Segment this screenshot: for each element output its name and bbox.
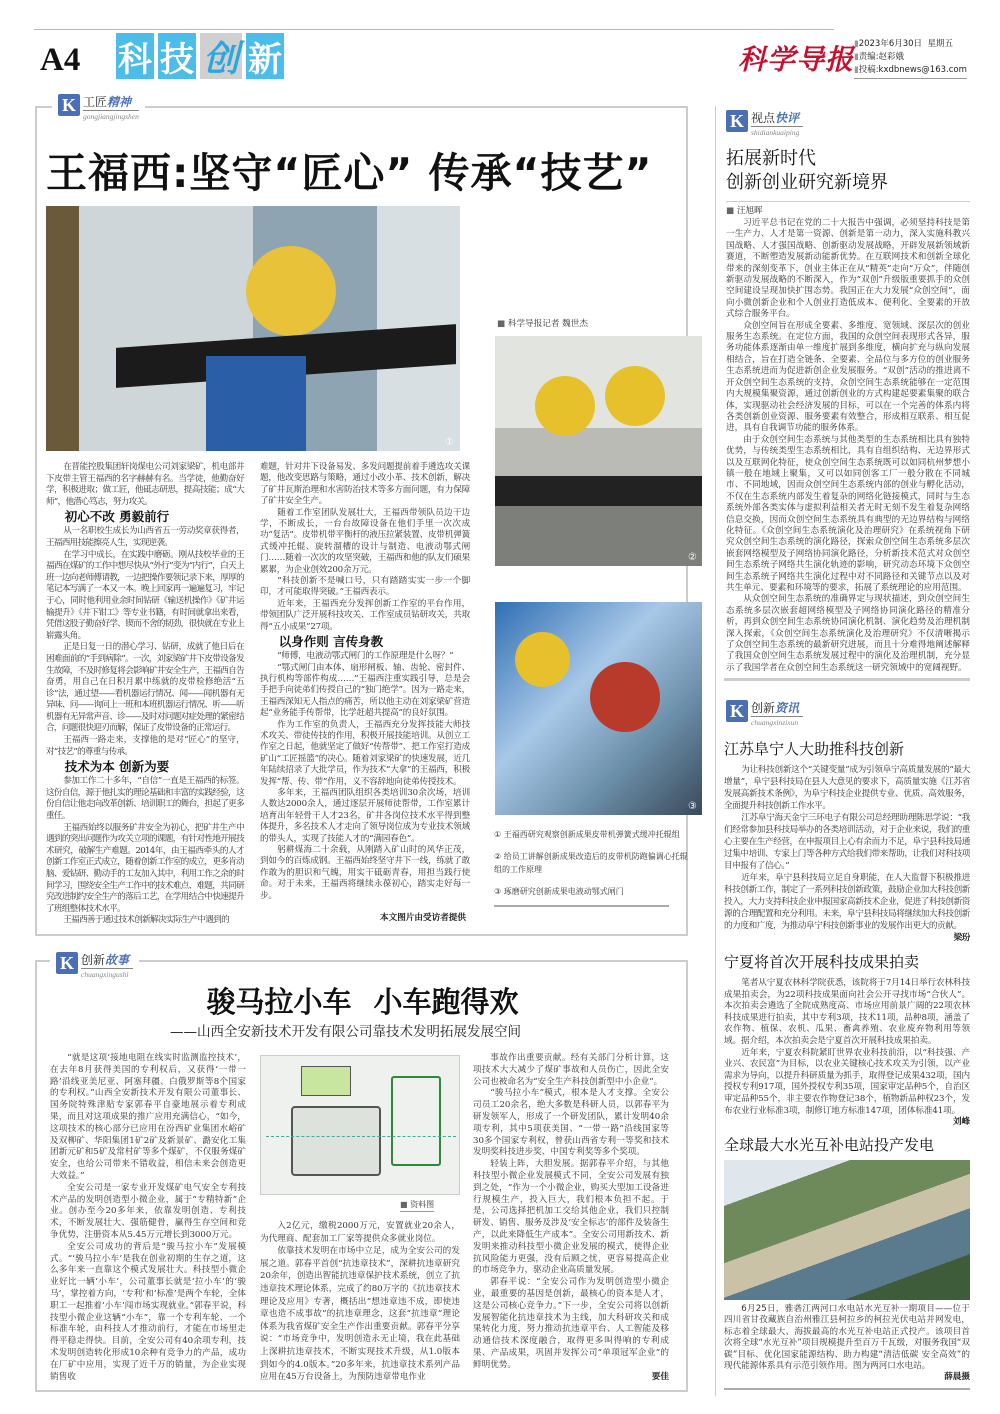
column-accent: 精神	[107, 95, 132, 109]
contribute-email[interactable]: 投稿:kxdbnews@163.com	[858, 65, 967, 75]
news-body	[724, 764, 970, 944]
paragraph: 为让科技创新这个“关键变量”成为引领阜宁高质量发展的“最大增量”，阜宁县科技局在县人大意见的要求下，高质量实施《江苏省发展高新技术条例》，为阜宁科技企业提供专业、优质、高效服务，全面提升科技创新工作水平。	[724, 765, 970, 811]
author: 刘峰	[953, 1117, 970, 1128]
paragraph: 江苏阜宁海天金宁三环电子有限公司总经理助理陈思学说：“我们经常参加县科技局举办的各类培训活动，对于企业来说，我们的重心主要在生产经营，在申报项目上心有余而力不足，阜宁县科技局通过集中培训、专家上门等各种方式给我们带来帮助，让我们对科技项目申报有了信心。”	[724, 813, 970, 871]
section-char: 新	[246, 33, 284, 79]
photo-3	[495, 602, 702, 815]
paragraph: 入2亿元，缴税2000万元，安置就业20余人，为代理商、配套加工厂家等提供众多就业岗位。	[260, 1221, 460, 1244]
k-logo-icon: K	[56, 952, 78, 974]
caption-text: 6月25日，雅砻江两河口水电站水光互补一期项目——位于四川省甘孜藏族自治州雅江县柯拉乡的柯拉光伏电站并网发电，标志着全球最大、海拔最高的水光互补电站正式投产。该项目首次将全球“水光互补”项目规模提升至百万千瓦级，对服务我国“双碳”目标、优化国家能源结构、助力构建“清洁低碳 安全高效”的现代能源体系具有示范引领作用。图为两河口水电站。	[724, 1304, 970, 1372]
paragraph: 众创空间旨在形成全要素、多维度、宽领域、深层次的创业服务生态系统。在定位方面，我国的众创空间表现形式各异，服务功能体系逐渐由单一维度扩展到多维度，横向扩充与纵向发展相结合，旨在打造全链条、全要素、全品位与多方位的创业服务生态系统进而为促进新创企业发展服务。“双创”活动的推进离不开众创空间生态系统的支持，众创空间生态系统能够在一定范围内大规模集聚资源，通过创新创业的方式构建起要素集聚的联合体，实现驱动社会经济发展的目标，可以在一个完善的体系内将各类创新创业资源、服务要素有效整合，形成相互联系、相互促进，具有自我调节功能的服务体系。	[726, 320, 970, 434]
story-col1	[50, 1053, 246, 1383]
news-title: 江苏阜宁人大助推科技创新	[724, 740, 905, 758]
column-pinyin: gongjiangjingshen	[83, 112, 139, 121]
image-credit: ■ 资料图	[400, 1198, 434, 1212]
masthead-logo: 科学导报	[738, 43, 855, 76]
byline: ■ 科学导报记者 魏世杰	[497, 319, 588, 329]
issue-date: 2023年6月30日	[858, 39, 923, 49]
author: 要佳	[651, 1371, 669, 1382]
k-logo-icon: K	[726, 110, 748, 132]
paragraph: 随着工作室团队发展壮大，王福西带领队员边干边学，不断成长，一台台故障设备在他们手里一次次成功“复活”。皮带机带平衡杆的液压拉紧装置、皮带机弹簧式缓冲托辊、旋转溜槽的设计与制造、电液动鄂式闸门……随着一次次的攻坚突破，王福西和他的队友们硕果累累，为企业创效200余万元。	[260, 507, 470, 575]
subheading: 初心不改 勇毅前行	[64, 509, 170, 525]
caption: ① 王福西研究观察创新成果皮带机弹簧式缓冲托辊组	[494, 830, 680, 839]
header-info: ▮2023年6月30日 星期五 ▮责编:赵彩娥 ▮投稿:kxdbnews@163.com	[854, 38, 967, 79]
paragraph: “师傅，电液动鄂式闸门的工作原理是什么呀？”	[277, 651, 454, 662]
hydropower-caption	[724, 1304, 970, 1384]
paragraph: “鄂式闸门由本体、扇形闸板、轴、齿轮、密封件、执行机构等部件构成……”王福西注重实践引导，总是会手把手向徒弟们传授自己的“独门绝学”。因为一路走来，王福西深知无人指点的痛苦，所以他主动在刘家梁矿营造起“业务能手传帮带，比学赶超共提高”的良好氛围。	[260, 662, 470, 719]
paragraph: 习近平总书记在党的二十大报告中强调，必须坚持科技是第一生产力、人才是第一资源、创新是第一动力，深入实施科教兴国战略、人才强国战略、创新驱动发展战略，开辟发展新领域新赛道，不断塑造发展新动能新优势。在互联网技术和创新全球化带来的深刻变革下，创业主体正在从“精英”走向“万众”，伴随创新驱动发展战略的不断深入，作为“双创”升级版重要抓手的众创空间建设呈现加快扩围态势。我国正在大力发展“众创空间”，面向小微创新企业和个人创业打造低成本、便利化、全要素的开放式综合服务平台。	[726, 218, 970, 320]
paragraph: 从一名职校生成长为山西省五一劳动奖章获得者，王福西用技能擦亮人生，实现逆袭。	[46, 526, 244, 548]
paragraph: 难题，针对井下设备易发、多发问题提前着手遴选攻关课题，他改变思路与策略，通过小改小革、技术创新，解决了矿井瓦斯治理和水害防治技术等多方面问题，有力保障了矿井安全生产。	[260, 462, 470, 507]
photo-number: ①	[445, 437, 454, 448]
subheading: 以身作则 言传身教	[278, 634, 384, 650]
column-pinyin: chuangxinzixun	[751, 718, 799, 727]
column-label: 视点	[751, 111, 776, 125]
paragraph: 作为工作室的负责人，王福西充分发挥技能大师技术攻关、带徒传技的作用，积极开展技能培训。从创立工作室之日起，他就坚定了做好“传帮带”、把工作室打造成矿山“工匠摇篮”的决心。随着刘家梁矿的快速发展，近几年陆续招录了大批学员，作为技术“大拿”的王福西，积极发挥“帮、传、带”作用，义不容辞地向徒弟传授技术。	[260, 719, 470, 787]
author: 梁玢	[953, 933, 970, 943]
story-col2	[260, 1220, 460, 1384]
column-divider	[715, 106, 716, 1396]
column-badge-gushi	[50, 952, 139, 979]
paragraph: 由于众创空间生态系统与其他类型的生态系统相比具有独特优势，与传统类型生态系统相比，具有自组织结构、无边界形式以及互联网化特征，使众创空间生态系统既可以如同杭州梦想小镇一般在地域上聚集，又可以如同创客工厂一般分散在不同城市、不同地域，因而众创空间生态系统内部的创业与孵化活动，不仅在生态系统内部发生着复杂的网络化链接模式，同时与生态系统外部各类实体与虚拟利益相关者无时无刻不发生着复杂网络信息交换，因而众创空间生态系统具有典型的无边界结构与网络化特征。《众创空间生态系统演化及治理研究》在系统视角下研究众创空间生态系统的演化路径，探索众创空间生态系统多层次嵌套网络模型及子网络协同演化路径，分析新技术范式对众创空间生态系统子网络共生演化轨迹的影响，研究动态环境下众创空间生态系统子网络共生演化过程中对不同路径和关键节点以及对共生单元、要素和环境等的要求，拓展了系统理论的应用范围。	[726, 434, 970, 593]
paragraph: “科技创新不是喊口号，只有踏踏实实一步一个脚印，才可能取得突破。”王福西表示。	[260, 576, 470, 598]
divider	[724, 678, 970, 681]
issue-weekday: 星期五	[927, 39, 953, 49]
opinion-author: ■ 汪旭晖	[726, 201, 970, 216]
column-accent: 资讯	[775, 701, 800, 715]
paragraph: 近年来，阜宁县科技局立足自身职能，在人大监督下积极推进科技创新工作，制定了一系列科技创新政策，鼓励企业加大科技创新投入，大力支持科技企业申报国家高新技术企业，促进了科技创新资源的合理配置和充分利用。未来，阜宁县科技局将继续加大科技创新的力度和广度，为推动阜宁科技创新事业的发展作出更大的贡献。	[724, 873, 970, 931]
k-logo-icon: K	[58, 94, 80, 116]
paragraph: 笔者从宁夏农林科学院获悉，该院将于7月14日举行农林科技成果拍卖会，为22项科技成果面向社会公开寻找市场“合伙人”。本次拍卖会遴选了全院成熟度高、市场应用前景广阔的22项农林科技成果进行拍卖，其中专利3项，技术11项，品种8项，涵盖了农作物、植保、农机、瓜果、畜禽养殖、农业废弃物利用等领域。据介绍，本次拍卖会是宁夏首次开展科技成果拍卖。	[724, 978, 970, 1046]
photo-captions	[494, 828, 694, 907]
top-rule	[34, 29, 834, 30]
paragraph: 王福西一路走来，支撑他的是对“匠心”的坚守，对“技艺”的尊重与传承。	[46, 735, 244, 757]
hydropower-photo	[724, 1160, 970, 1300]
editor: 责编:赵彩娥	[858, 52, 905, 62]
news-body	[724, 978, 970, 1129]
paragraph: 王福西善于通过技术创新解决实际生产中遇到的	[63, 915, 229, 926]
story-title: 骏马拉小车 小车跑得欢	[206, 985, 519, 1019]
photo-credit: 本文图片由受访者提供	[380, 913, 466, 923]
news-title: 全球最大水光互补电站投产发电	[724, 1136, 935, 1154]
title-line: 创新创业研究新境界	[726, 172, 888, 193]
opinion-title	[726, 147, 888, 195]
column-badge-shidian	[726, 110, 803, 137]
photo-number: ③	[688, 801, 697, 812]
column-accent: 快评	[775, 111, 800, 125]
photo-2	[495, 336, 702, 566]
news-title: 宁夏将首次开展科技成果拍卖	[724, 953, 920, 971]
story-subtitle: ——山西全安新技术开发有限公司靠技术发明拓展发展空间	[170, 1024, 521, 1040]
main-article-col1	[46, 462, 244, 927]
column-badge-gongjiang	[52, 94, 145, 121]
paragraph: 全安公司是一家专业开发煤矿电气安全专利技术产品的发明创造型小微企业，属于“专精特新”企业。创办至今20多年来，依靠发明创造、专利技术，不断发展壮大、强筋健骨，赢得生存空间和竞争优势，注册资本从5.45万元增长到3000万元。	[50, 1182, 246, 1240]
page-number: A4	[40, 42, 81, 78]
paragraph: 轻装上阵，大胆发展。据郭春平介绍，与其他科技型小微企业发展模式不同，全安公司发展有独到之处，“作为一个小微企业，购买大型加工设备进行规模生产，投入巨大，我们根本负担不起。于是，公司选择把机加工交给其他企业，我们只控制研发、销售、服务及涉及‘安全标志’的部件及装备生产，以此来降低生产成本”。全安公司用新技术、新发明来推动科技型小微企业发展的模式，使得企业抗风险能力更强，没有后顾之忧，更容易提高企业的市场竞争力，驱动企业高质量发展。	[473, 1159, 669, 1276]
section-char: 技	[158, 33, 196, 79]
paragraph: 在晋能控股集团轩岗煤电公司刘家梁矿，机电部井下皮带主管王福西的名字赫赫有名。当学徒，他勤奋好学，积极进取；做工匠，他砥志研思，提高技能；成“大师”，他潜心笃志，努力攻关。	[46, 462, 244, 507]
paragraph: 事故作出重要贡献。经有关部门分析计算，这项技术大大减少了煤矿事故和人员伤亡，因此全安公司也被命名为“安全生产科技创新型中小企业”。	[473, 1053, 669, 1087]
column-label: 工匠	[83, 95, 108, 109]
story-col3	[473, 1053, 669, 1383]
author: 汪旭晖	[736, 206, 763, 216]
subheading: 技术为本 创新为要	[64, 759, 170, 775]
photo-number: ②	[688, 552, 697, 563]
paragraph: “就是这项‘接地电阻在线实时监测监控技术’，在去年8月获得美国的专利权后，又获得‘一带一路’沿线亚美尼亚、阿塞拜疆、白俄罗斯等8个国家的专利权。”山西全安新技术开发有限公司董事长、国务院特殊津贴专家郭春平自豪地展示着专利成果，而且对这项成果的推广应用充满信心，“如今，这项技术的核心部分已应用在汾西矿业集团水峪矿及双柳矿、华阳集团1矿2矿及新景矿、潞安化工集团新元矿和5矿及常村矿等多个煤矿，不仅服务煤矿安全，也给公司带来不错收益，相信未来会创造更大效益。”	[50, 1053, 246, 1181]
column-pinyin: shidiankuaiping	[751, 128, 800, 137]
caption: ② 给员工讲解创新成果改造后的皮带机防跑偏调心托辊组的工作原理	[494, 852, 688, 874]
paragraph: 躬耕煤海二十余载，从刚踏入矿山时的风华正茂，到如今的百炼成钢。王福西始终坚守井下一线，练就了敢作敢为的胆识和气魄，用实干砥砺青春，用担当践行使命。对于未来，王福西将继续永葆初心，踏实走好每一步。	[260, 845, 470, 901]
paragraph: 王福西始终以服务矿井安全为初心，把矿井生产中遇到的突出问题作为攻关立项的课题，有针对性地开展技术研究，破解生产难题。2014年，由王福西牵头的人才创新工作室正式成立，随着创新工作室的成立，更多肯动脑、爱钻研、勤动手的工友加入其中，利用工作之余的时间学习，围绕安全生产工作中的技术难点、难题，共同研究改进制约安全生产的落后工艺，在学用结合中快速提升了班组整体技术水平。	[46, 822, 244, 914]
column-badge-zixun	[726, 700, 803, 727]
author: 薛晨摄	[944, 1372, 970, 1383]
paragraph: 多年来，王福西团队组织各类培训30余次场，培训人数达2000余人，通过逐层开展师徒帮带，工作室累计培育出年轻骨干人才23名，矿井各岗位技术水平得到整体提升，多名技术人才走向了领导岗位成为专业技术领域的带头人，实现了技能人才的“满园春色”。	[260, 787, 470, 844]
section-char: 创	[200, 33, 242, 79]
paragraph: 从众创空间生态系统的准确界定与现状描述，到众创空间生态系统多层次嵌套超网络模型及子网络协同演化路径的精准分析，再到众创空间生态系统协同演化机制、演化趋势及治理机制深入探索，《众创空间生态系统演化及治理研究》不仅清晰揭示了众创空间生态系统的最新研究进展，而且十分难得地阐述解释了我国众创空间生态系统发展过程中的演化及治理机制，充分显示了我国学者在众创空间生态系统这一研究领域中的宽阔视野。	[726, 594, 970, 673]
main-article-title: 王福西:坚守“匠心” 传承“技艺”	[46, 149, 653, 197]
k-logo-icon: K	[726, 700, 748, 722]
column-label: 创新	[751, 701, 776, 715]
paragraph: “骏马拉小车”模式，根本是人才支撑。全安公司员工20余名，绝大多数是科研人员，以郭春平为研发领军人，形成了一个研发团队，累计发明40余项专利，其中5项获美国、“一带一路”沿线国家等30多个国家专利权，曾获山西省专利一等奖和技术发明奖科技进步奖、中国专利奖等多个奖项。	[473, 1088, 669, 1158]
section-title	[116, 33, 284, 79]
image-credit-text: 资料图	[410, 1200, 435, 1209]
section-char: 科	[116, 33, 154, 79]
paragraph: 依靠技术发明在市场中立足，成为全安公司的发展之道。郭春平首创“抗违章技术”，深耕抗违章研究20余年，创造出智能抗违章保护技术系统，创立了抗违章技术理论体系，完成了约80万字的《抗违章技术理论及应用》专著，概括出“想违章违不成，即使违章也造不成事故”的抗违章理念，这套“抗违章”理论体系为我省煤矿安全生产作出重要贡献。郭春平分享说：“市场竞争中，发明创造永无止境，我在此基础上深耕抗违章技术，不断实现技术升级，从1.0版本到如今的4.0版本。”20多年来，抗违章技术系列产品应用在45万台设备上，为预防违章带电作业	[260, 1246, 460, 1383]
column-label: 创新	[81, 953, 106, 967]
caption: ③ 琢磨研究创新成果电液动鄂式闸门	[494, 887, 624, 896]
device-diagram	[260, 1055, 460, 1195]
paragraph: 在学习中成长，在实践中磨砺。刚从技校毕业的王福西在煤矿的工作中想尽快从“外行”变为“内行”，白天上班一边向老师傅请教，一边把操作要领记录下来，厚厚的笔记本写满了一本又一本。晚上回家再一遍遍复习，牢记于心，同时他利用业余时间钻研《输送机操作》《矿井运输提升》《井下钳工》等专业书籍，有时间就拿出来看，凭借这股子勤奋好学、锲而不舍的韧劲，很快就在专业上崭露头角。	[46, 549, 244, 641]
paragraph: 近年来，宁夏农科院紧盯世界农业科技前沿，以“科技强、产业兴、农民富”为目标，以农业关键核心技术攻关为引领，以产业需求为导向，以提升科研质量为抓手，取得登记成果432项，国内授权专利917项，国外授权专利35项，国家审定品种5个，自治区审定品种55个，非主要农作物登记38个，植物新品种权23个，发布农业行业标准3项，制修订地方标准147项，团体标准41项。	[724, 1047, 970, 1116]
opinion-body	[726, 218, 970, 674]
photo-1	[46, 206, 460, 451]
byline-text: 科学导报记者 魏世杰	[507, 319, 588, 329]
paragraph: 郭春平说：“全安公司作为发明创造型小微企业，最重要的基因是创新，最核心的资本是人才，这是公司核心竞争力。”下一步，全安公司将以创新发展智能化抗违章技术为主线，加大科研攻关和成果转化力度，努力推动抗违章平台、人工智能及移动通信技术深度融合，取得更多叫得响的专利成果、产品成果，巩固并发挥公司“单项冠军企业”的鲜明优势。	[473, 1277, 669, 1370]
title-line: 拓展新时代	[726, 148, 816, 169]
paragraph: 正是日复一日的潜心学习、钻研，成就了他日后在困难面前的“手到病除”。一次，刘家梁矿井下皮带设备发生故障，不及时修复将会影响矿井安全生产，王福西自告奋勇，用自己在日积月累中练就的皮带检修绝活“五诊”法，通过望——看机器运行情况、闻——闻机器有无异味、问——询问上一班和本班机器运行情况、听——听机器有无异常声音、诊——及时对问题对症处理的紧密结合，问题很快迎刃而解，保证了皮带设备的正常运行。	[46, 642, 244, 734]
main-article-col2	[260, 462, 470, 902]
paragraph: 参加工作二十多年，“自信”一直是王福西的标签。这份自信，源于他扎实的理论基础和丰富的实践经验，这份自信让他走向改革创新、培训职工的舞台，担起了更多重任。	[46, 776, 244, 822]
paragraph: 近年来，王福西充分发挥创新工作室的平台作用，带领团队广泛开展科技攻关、工作室成员钻研攻关，共取得“五小成果”27项。	[260, 598, 470, 632]
paragraph: 全安公司成功的背后是“骏马拉小车”发展模式。“‘骏马拉小车’是我在创业初期的生存之道，这么多年来一直靠这个模式发展壮大。科技型小微企业好比一辆‘小车’，公司董事长就是‘拉小车’的‘骏马’，掌控着方向，‘专利’和‘标准’是两个车轮，全体职工一起推着‘小车’闯市场实现就业。”郭春平说，科技型小微企业这辆“小车”，靠一个专利车轮、一个标准车轮，由科技人才推动前行，才能在市场里走得平稳走得快。目前，全安公司有40余项专利，技术发明创造转化形成10余种有竞争力的产品，成功在厂矿中应用，实现了近千万的销量，为企业实现销售收	[50, 1241, 246, 1382]
column-pinyin: chuangxingushi	[81, 970, 129, 979]
divider	[724, 1388, 970, 1390]
column-accent: 故事	[105, 953, 130, 967]
